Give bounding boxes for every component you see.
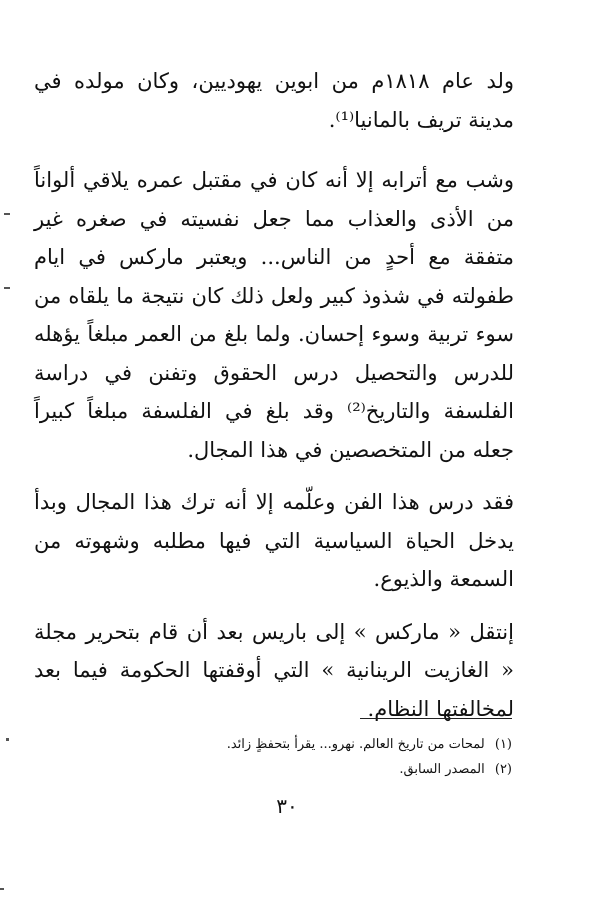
footnote-2-number: (٢) — [494, 762, 512, 777]
footnote-1 — [60, 732, 512, 757]
scan-mark — [6, 738, 9, 741]
footnote-1-text: لمحات من تاريخ العالم. نهرو... يقرأ بتحفظٍ زائد. — [226, 737, 485, 752]
paragraph-3: فقد درس هذا الفن وعلّمه إلا أنه ترك هذا المجال وبدأ يدخل الحياة السياسية التي فيها مطلبه وشهوته من السمعة والذيوع. — [34, 490, 514, 591]
paragraph-1: ولد عام ١٨١٨م من ابوين يهوديين، وكان مولده في مدينة تريف بالمانيا⁽¹⁾. — [34, 69, 514, 132]
footnote-2 — [60, 757, 512, 782]
scan-mark — [4, 287, 10, 289]
footnote-separator — [360, 718, 512, 719]
footnote-2-text: المصدر السابق. — [399, 762, 485, 777]
page-number: ٣٠ — [276, 794, 298, 818]
scan-mark — [0, 888, 4, 890]
footnote-1-number: (١) — [494, 737, 512, 752]
paragraph-4: إنتقل « ماركس » إلى باريس بعد أن قام بتحرير مجلة « الغازيت الرينانية » التي أوقفتها الحكومة فيما بعد لمخالفتها النظام. — [34, 619, 514, 721]
footnotes — [60, 732, 512, 782]
paragraph-2: وشب مع أترابه إلا أنه كان في مقتبل عمره يلاقي ألواناً من الأذى والعذاب مما جعل نفسيته في صغره غير متفقة مع أحدٍ من الناس... ويعتبر ماركس في ايام طفولته في شذوذ كبير ولعل ذلك كان نتيجة ما يلقاه من سوء تربية وسوء إحسان. ولما بلغ من العمر مبلغاً يؤهله للدرس والتحصيل درس الحقوق وتفنن في دراسة الفلسفة والتاريخ⁽²⁾ وقد بلغ في الفلسفة مبلغاً كبيراً جعله من المتخصصين في هذا المجال. — [34, 168, 514, 462]
scan-mark — [4, 213, 10, 215]
page-body — [34, 62, 514, 728]
